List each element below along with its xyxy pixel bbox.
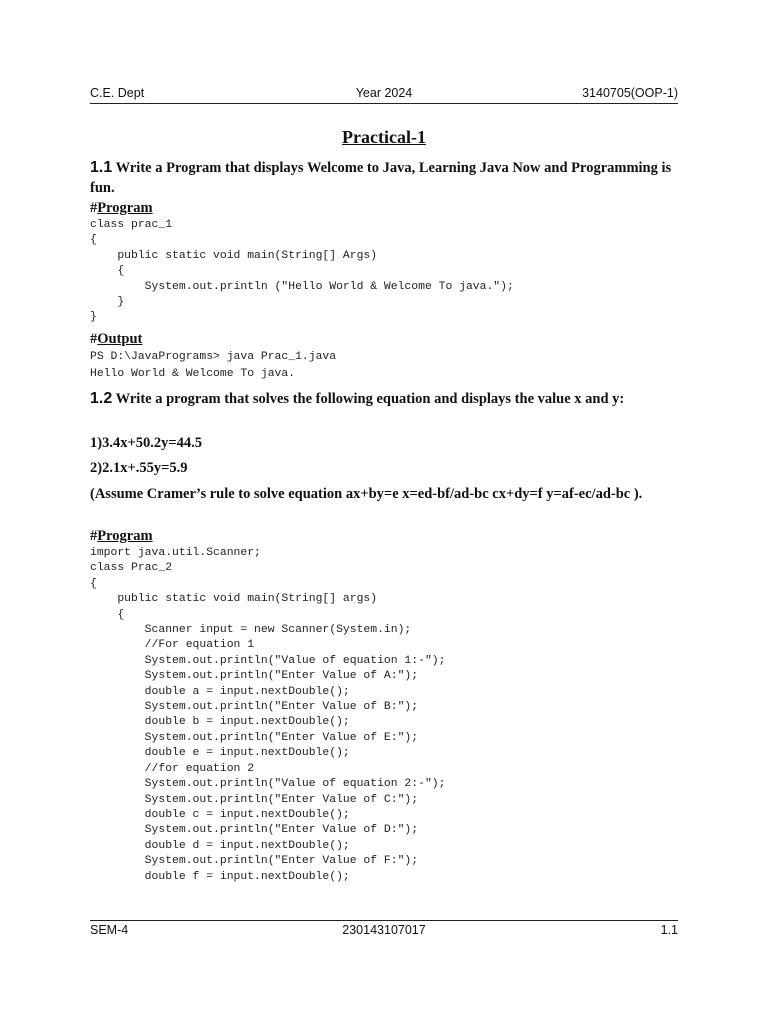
code-line: } bbox=[90, 311, 97, 324]
code-line: double f = input.nextDouble(); bbox=[90, 870, 350, 883]
output-block bbox=[90, 349, 336, 383]
code-line: System.out.println ("Hello World & Welcome To java."); bbox=[90, 280, 514, 293]
header-year: Year 2024 bbox=[355, 86, 413, 100]
code-line: { bbox=[90, 265, 125, 278]
code-line: class Prac_2 bbox=[90, 562, 173, 575]
question-1-1-text: Write a Program that displays Welcome to Java, Learning Java Now and Programming is fun. bbox=[90, 160, 672, 196]
cramers-rule-note: (Assume Cramer’s rule to solve equation ax+by=e x=ed-bf/ad-bc cx+dy=f y=af-ec/ad-bc ). bbox=[90, 486, 643, 502]
footer-page-number: 1.1 bbox=[660, 923, 678, 937]
code-line: //for equation 2 bbox=[90, 762, 255, 775]
code-line: System.out.println("Value of equation 2:-"); bbox=[90, 778, 446, 791]
program-label-text: Program bbox=[97, 200, 153, 216]
output-label bbox=[90, 331, 142, 348]
program-label-text: Program bbox=[97, 528, 153, 544]
code-line: System.out.println("Enter Value of D:"); bbox=[90, 824, 419, 837]
code-line: System.out.println("Enter Value of C:"); bbox=[90, 793, 419, 806]
question-1-1-number: 1.1 bbox=[90, 159, 113, 176]
question-1-2 bbox=[90, 389, 678, 409]
page-footer bbox=[90, 923, 678, 939]
program-label-1 bbox=[90, 200, 153, 217]
code-line: double c = input.nextDouble(); bbox=[90, 808, 350, 821]
output-label-text: Output bbox=[97, 331, 143, 347]
equation-2: 2)2.1x+.55y=5.9 bbox=[90, 460, 188, 476]
code-line: Scanner input = new Scanner(System.in); bbox=[90, 624, 412, 637]
code-line: System.out.println("Enter Value of F:"); bbox=[90, 855, 419, 868]
code-line: import java.util.Scanner; bbox=[90, 547, 261, 559]
header-rule bbox=[90, 103, 678, 104]
code-line: { bbox=[90, 608, 125, 621]
code-line: { bbox=[90, 577, 97, 590]
equation-1: 1)3.4x+50.2y=44.5 bbox=[90, 435, 202, 451]
code-block-1 bbox=[90, 218, 514, 326]
question-1-2-number: 1.2 bbox=[90, 390, 113, 407]
header-department: C.E. Dept bbox=[90, 86, 145, 100]
code-line: double e = input.nextDouble(); bbox=[90, 747, 350, 760]
output-line: Hello World & Welcome To java. bbox=[90, 368, 296, 380]
program-label-2 bbox=[90, 528, 153, 545]
output-line: PS D:\JavaPrograms> java Prac_1.java bbox=[90, 351, 337, 363]
code-line: public static void main(String[] args) bbox=[90, 593, 378, 606]
code-line: System.out.println("Enter Value of B:"); bbox=[90, 701, 419, 714]
code-line: //For equation 1 bbox=[90, 639, 255, 652]
code-line: System.out.println("Enter Value of A:"); bbox=[90, 670, 419, 683]
code-line: double d = input.nextDouble(); bbox=[90, 839, 350, 852]
hash-mark: # bbox=[90, 331, 98, 347]
question-1-1 bbox=[90, 158, 678, 198]
code-line: { bbox=[90, 234, 97, 247]
code-line: class prac_1 bbox=[90, 219, 173, 231]
footer-rule bbox=[90, 920, 678, 921]
code-line: } bbox=[90, 296, 125, 309]
page-title bbox=[0, 127, 768, 148]
footer-semester: SEM-4 bbox=[90, 923, 129, 937]
question-1-2-text: Write a program that solves the following equation and displays the value x and y: bbox=[115, 391, 625, 407]
code-line: double b = input.nextDouble(); bbox=[90, 716, 350, 729]
code-line: System.out.println("Value of equation 1:-"); bbox=[90, 654, 446, 667]
hash-mark: # bbox=[90, 200, 98, 216]
hash-mark: # bbox=[90, 528, 98, 544]
page-title-text: Practical-1 bbox=[342, 127, 426, 147]
code-block-2 bbox=[90, 546, 445, 885]
footer-enrollment: 230143107017 bbox=[342, 923, 426, 937]
header-course-code: 3140705(OOP-1) bbox=[582, 86, 678, 100]
page-header bbox=[90, 86, 678, 102]
code-line: double a = input.nextDouble(); bbox=[90, 685, 350, 698]
code-line: public static void main(String[] Args) bbox=[90, 249, 378, 262]
code-line: System.out.println("Enter Value of E:"); bbox=[90, 731, 419, 744]
